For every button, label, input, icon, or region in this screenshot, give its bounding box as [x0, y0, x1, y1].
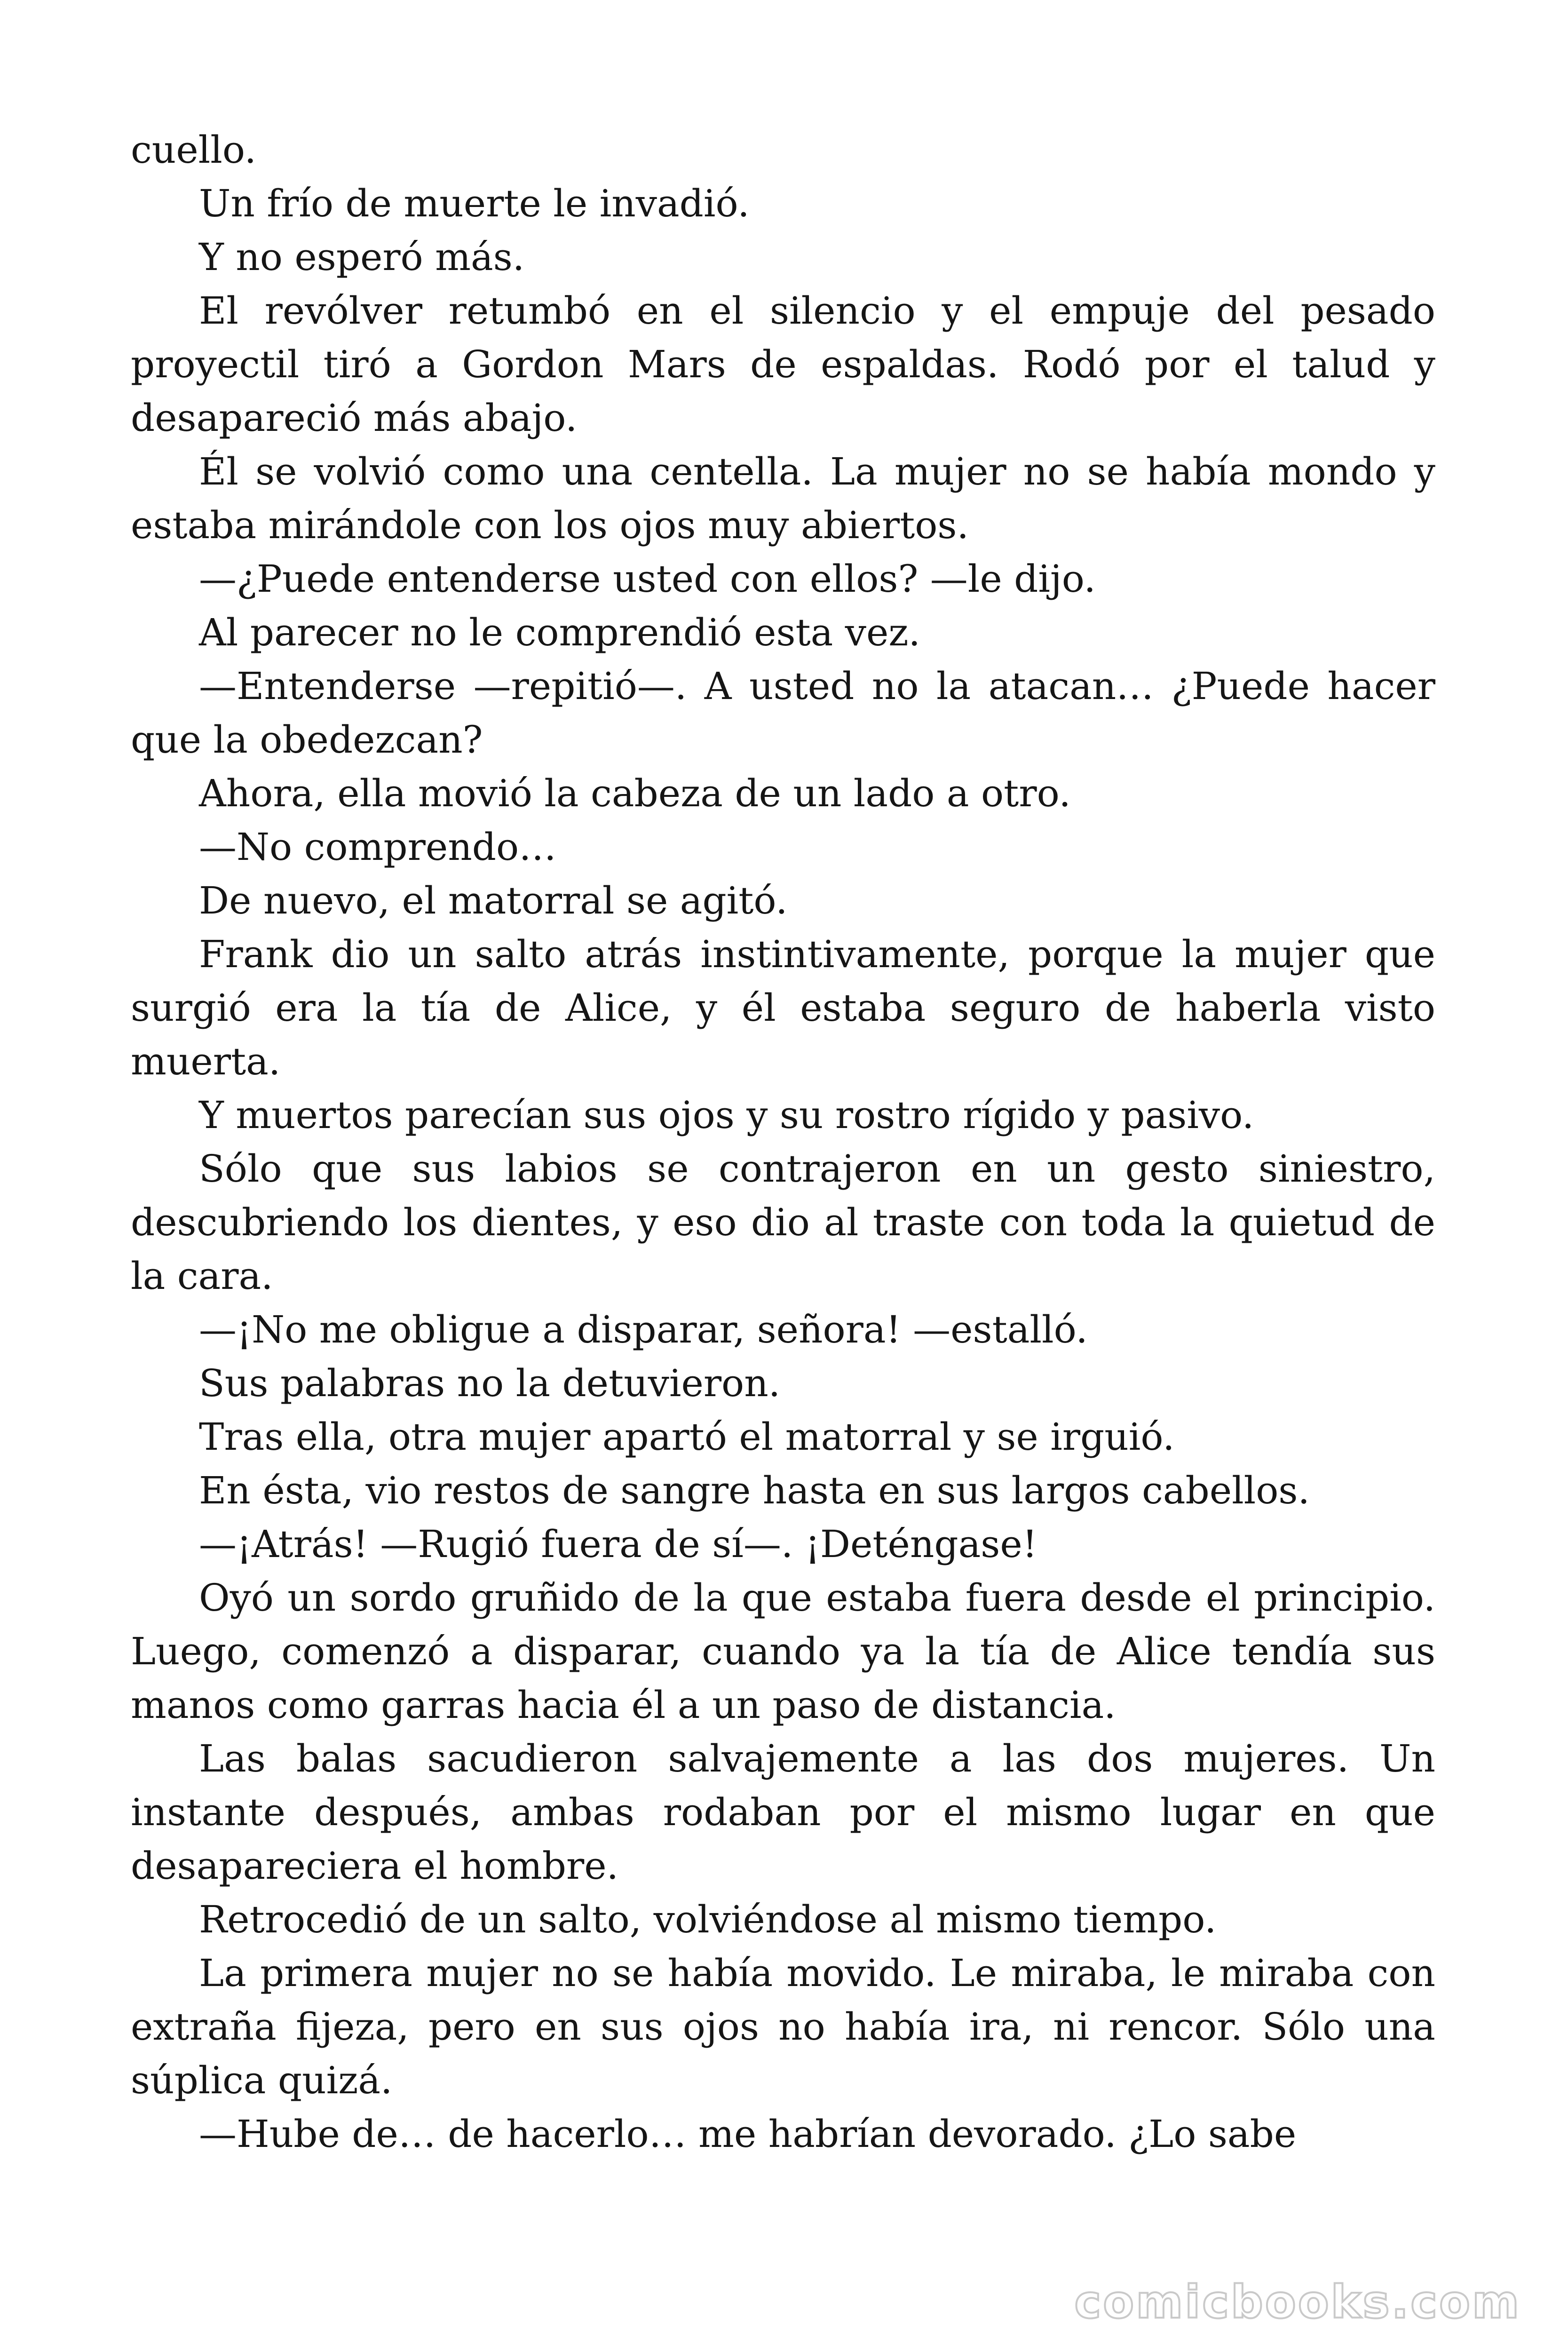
paragraph-24: —Hube de… de hacerlo… me habrían devorado. ¿Lo sabe — [199, 2112, 1297, 2156]
paragraph-18: En ésta, vio restos de sangre hasta en sus largos cabellos. — [199, 1469, 1310, 1512]
page-body — [131, 123, 1435, 2161]
paragraph-23: La primera mujer no se había movido. Le miraba, le miraba con extraña fijeza, pero en sus ojos no había ira, ni rencor. Sólo una súplica quizá. — [131, 1951, 1435, 2102]
paragraph-1: cuello. — [131, 128, 257, 172]
paragraph-7: Al parecer no le comprendió esta vez. — [199, 611, 920, 654]
paragraph-8: —Entenderse —repitió—. A usted no la atacan… ¿Puede hacer que la obedezcan? — [131, 664, 1435, 762]
paragraph-21: Las balas sacudieron salvajemente a las dos mujeres. Un instante después, ambas rodaban por el mismo lugar en que desapareciera el hombre. — [131, 1737, 1435, 1888]
paragraph-19: —¡Atrás! —Rugió fuera de sí—. ¡Deténgase! — [199, 1522, 1037, 1566]
paragraph-17: Tras ella, otra mujer apartó el matorral y se irguió. — [199, 1415, 1175, 1459]
watermark: comicbooks.com — [1074, 2276, 1521, 2328]
paragraph-13: Y muertos parecían sus ojos y su rostro rígido y pasivo. — [199, 1093, 1254, 1137]
paragraph-14: Sólo que sus labios se contrajeron en un gesto siniestro, descubriendo los dientes, y eso dio al traste con toda la quietud de la cara. — [131, 1147, 1435, 1298]
paragraph-16: Sus palabras no la detuvieron. — [199, 1361, 781, 1405]
paragraph-22: Retrocedió de un salto, volviéndose al mismo tiempo. — [199, 1898, 1217, 1941]
paragraph-5: Él se volvió como una centella. La mujer no se había mondo y estaba mirándole con los ojos muy abiertos. — [131, 450, 1435, 547]
paragraph-15: —¡No me obligue a disparar, señora! —estalló. — [199, 1308, 1088, 1351]
paragraph-4: El revólver retumbó en el silencio y el empuje del pesado proyectil tiró a Gordon Mars de espaldas. Rodó por el talud y desapareció más abajo. — [131, 289, 1435, 440]
paragraph-20: Oyó un sordo gruñido de la que estaba fuera desde el principio. Luego, comenzó a disparar, cuando ya la tía de Alice tendía sus manos como garras hacia él a un paso de distancia. — [131, 1576, 1435, 1727]
paragraph-9: Ahora, ella movió la cabeza de un lado a otro. — [199, 771, 1071, 815]
paragraph-3: Y no esperó más. — [199, 235, 525, 279]
paragraph-10: —No comprendo… — [199, 825, 557, 869]
paragraph-11: De nuevo, el matorral se agitó. — [199, 879, 788, 922]
paragraph-12: Frank dio un salto atrás instintivamente, porque la mujer que surgió era la tía de Alice, y él estaba seguro de haberla visto muerta. — [131, 932, 1435, 1083]
paragraph-6: —¿Puede entenderse usted con ellos? —le dijo. — [199, 557, 1096, 601]
paragraph-2: Un frío de muerte le invadió. — [199, 182, 750, 225]
